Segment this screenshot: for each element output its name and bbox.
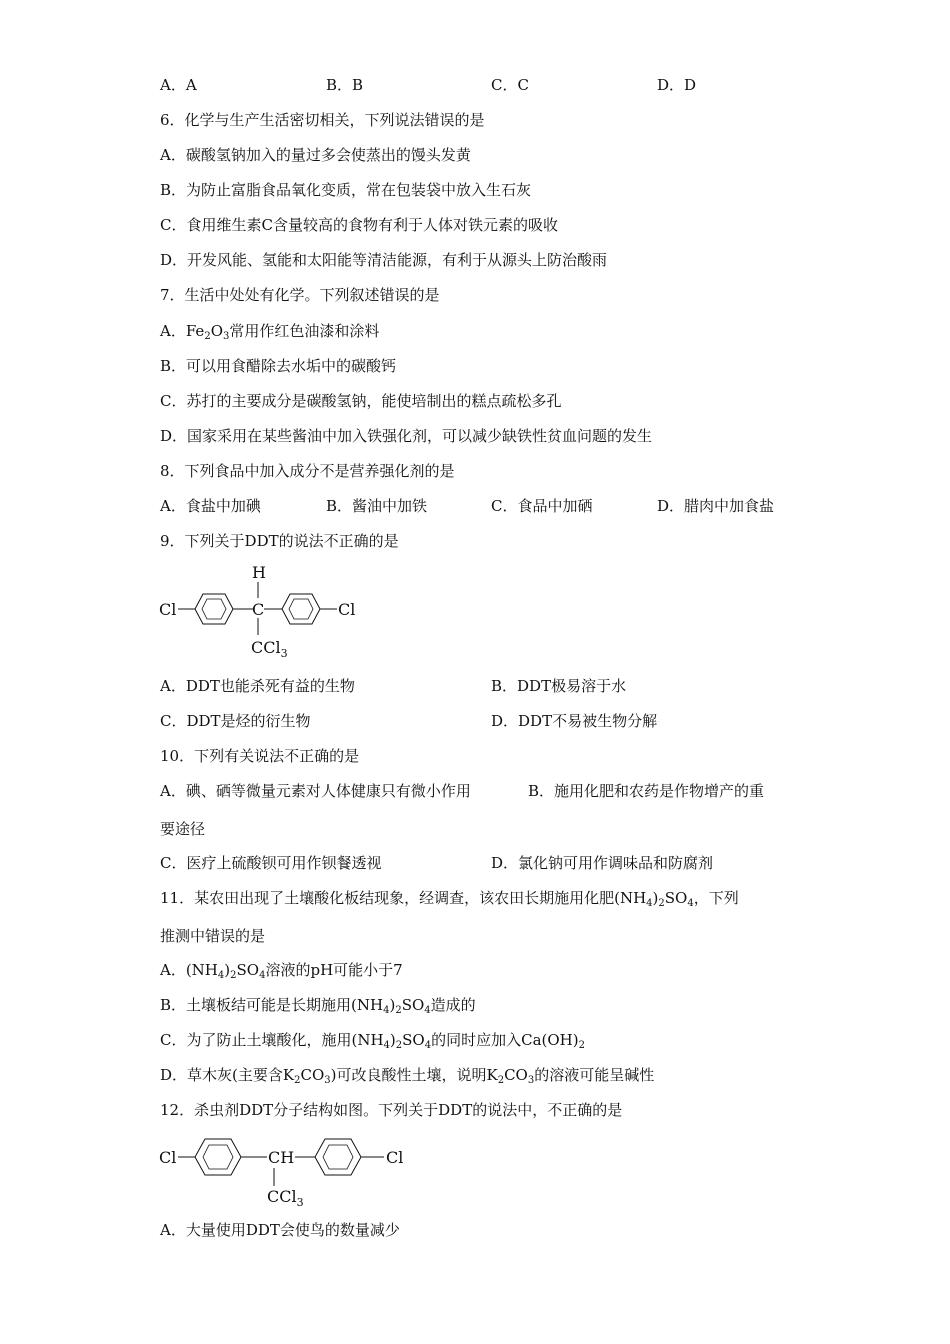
q9-benzene-right [282,594,320,624]
q5-option-b: B．B [326,76,364,94]
q11-option-d: D．草木灰(主要含$K_2CO_3$)可改良酸性土壤，说明$K_2CO_3$的溶液可能呈碱性 [160,1066,655,1086]
q11-option-c: C．为了防止土壤酸化，施用$(NH_4)_2SO_4$的同时应加入$Ca(OH)_2$ [160,1031,585,1051]
q7-option-c: C．苏打的主要成分是碳酸氢钠，能使培制出的糕点疏松多孔 [160,392,562,410]
q12-cl-left: Cl [159,1148,177,1167]
q12-ch: CH [268,1148,295,1167]
q7-option-d: D．国家采用在某些酱油中加入铁强化剂，可以减少缺铁性贫血问题的发生 [160,427,653,445]
q9-cl-left: Cl [159,600,177,619]
q8-option-d: D．腊肉中加食盐 [657,497,775,515]
q7-option-b: B．可以用食醋除去水垢中的碳酸钙 [160,357,397,375]
q5-option-c: C．C [491,76,529,94]
q9-ddt-structure [155,560,375,660]
q5-option-a: A．A [160,76,197,94]
q6-stem: 6．化学与生产生活密切相关，下列说法错误的是 [160,111,485,129]
q9-option-c: C．DDT是烃的衍生物 [160,712,311,730]
q12-ddt-structure [155,1128,425,1212]
q12-benzene-right [315,1139,361,1175]
q7-option-a: A．$Fe_2O_3$常用作红色油漆和涂料 [160,322,380,342]
q8-option-c: C．食品中加硒 [491,497,593,515]
q8-stem: 8．下列食品中加入成分不是营养强化剂的是 [160,462,455,480]
q11-option-b: B．土壤板结可能是长期施用$(NH_4)_2SO_4$造成的 [160,996,476,1016]
q12-benzene-left [195,1139,241,1175]
q9-option-d: D．DDT不易被生物分解 [491,712,658,730]
q9-c: C [252,600,265,619]
q10-option-b: B．施用化肥和农药是作物增产的重 [528,782,765,800]
q10-option-d: D．氯化钠可用作调味品和防腐剂 [491,854,714,872]
q12-cl-right: Cl [386,1148,404,1167]
q5-option-d: D．D [657,76,697,94]
q9-option-a: A．DDT也能杀死有益的生物 [160,677,355,695]
q9-benzene-left [195,594,233,624]
q12-option-a: A．大量使用DDT会使鸟的数量减少 [160,1221,400,1239]
q11-stem-line1: 11．某农田出现了土壤酸化板结现象，经调查，该农田长期施用化肥$(NH_4)_2SO_4$，下列 [160,889,739,909]
q10-stem: 10．下列有关说法不正确的是 [160,747,360,765]
q11-stem-line2: 推测中错误的是 [160,927,266,945]
q8-option-a: A．食盐中加碘 [160,497,261,515]
q8-option-b: B．酱油中加铁 [326,497,428,515]
q6-option-a: A．碳酸氢钠加入的量过多会使蒸出的馒头发黄 [160,146,471,164]
q10-option-c: C．医疗上硫酸钡可用作钡餐透视 [160,854,382,872]
q10-option-b-cont: 要途径 [160,820,206,838]
q6-option-c: C．食用维生素C含量较高的食物有利于人体对铁元素的吸收 [160,216,558,234]
q9-option-b: B．DDT极易溶于水 [491,677,627,695]
q12-stem: 12．杀虫剂DDT分子结构如图。下列关于DDT的说法中，不正确的是 [160,1101,623,1119]
q9-stem: 9．下列关于DDT的说法不正确的是 [160,532,399,550]
q9-ccl3: CCl$_3$ [251,638,288,660]
q10-option-a: A．碘、硒等微量元素对人体健康只有微小作用 [160,782,471,800]
q7-stem: 7．生活中处处有化学。下列叙述错误的是 [160,286,440,304]
q6-option-b: B．为防止富脂食品氧化变质，常在包装袋中放入生石灰 [160,181,532,199]
q11-option-a: A．$(NH_4)_2SO_4$溶液的pH可能小于7 [160,961,403,981]
q9-h: H [252,563,266,582]
q9-cl-right: Cl [338,600,356,619]
q6-option-d: D．开发风能、氢能和太阳能等清洁能源，有利于从源头上防治酸雨 [160,251,608,269]
q12-ccl3: CCl$_3$ [267,1187,304,1209]
